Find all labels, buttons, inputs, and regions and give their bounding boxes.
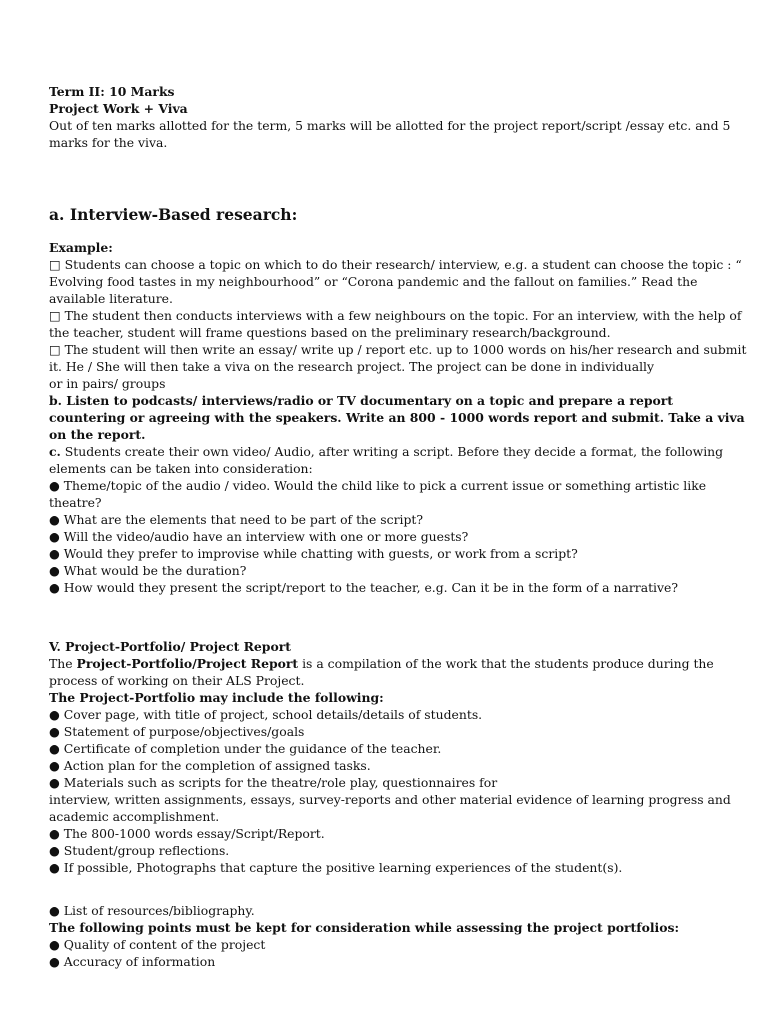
example-label: Example: — [49, 240, 113, 255]
section-v-intro: The Project-Portfolio/Project Report is a compilation of the work that the students produce during the process of working on their ALS Project. — [49, 656, 714, 688]
assessment-block — [49, 902, 749, 970]
portfolio-continuation: interview, written assignments, essays, survey-reports and other material evidence of learning progress and academic accomplishment. — [49, 792, 731, 824]
section-a-item: □ The student will then write an essay/ write up / report etc. up to 1000 words on his/her research and submit it. He / She will then take a viva on the research project. The project can be done in individually — [49, 341, 749, 375]
section-c-text: Students create their own video/ Audio, after writing a script. Before they decide a format, the following elements can be taken into consideration: — [49, 444, 724, 476]
assessment-point: ● Quality of content of the project — [49, 936, 749, 953]
portfolio-bullet: ● Statement of purpose/objectives/goals — [49, 723, 749, 740]
section-a-item: □ Students can choose a topic on which to do their research/ interview, e.g. a student can choose the topic : “ Evolving food tastes in my neighbourhood” or “Corona pandemic and the fallout on families.” Read the available literature. — [49, 256, 749, 307]
section-c-bullet: ● How would they present the script/report to the teacher, e.g. Can it be in the form of a narrative? — [49, 579, 749, 596]
portfolio-bullet: ● If possible, Photographs that capture the positive learning experiences of the student(s). — [49, 859, 749, 876]
section-c-bullet: ● What would be the duration? — [49, 562, 749, 579]
resources-bullet: ● List of resources/bibliography. — [49, 902, 749, 919]
section-c-bullet: ● What are the elements that need to be part of the script? — [49, 511, 749, 528]
section-c-bullet: ● Will the video/audio have an interview with one or more guests? — [49, 528, 749, 545]
portfolio-bullet: ● Cover page, with title of project, school details/details of students. — [49, 706, 749, 723]
section-b-text: b. Listen to podcasts/ interviews/radio or TV documentary on a topic and prepare a report countering or agreeing with the speakers. Write an 800 - 1000 words report and submit. Take a viva on the report. — [49, 393, 745, 442]
section-a-body — [49, 239, 749, 596]
section-c-intro — [49, 443, 749, 477]
assessment-point: ● Accuracy of information — [49, 953, 749, 970]
portfolio-bullet: ● Materials such as scripts for the theatre/role play, questionnaires for — [49, 774, 749, 791]
section-v-heading: V. Project-Portfolio/ Project Report — [49, 639, 291, 654]
portfolio-bullet: ● Certificate of completion under the guidance of the teacher. — [49, 740, 749, 757]
points-heading: The following points must be kept for consideration while assessing the project portfolios: — [49, 920, 680, 935]
pairs-line: or in pairs/ groups — [49, 376, 166, 391]
term-title: Term II: 10 Marks — [49, 84, 175, 99]
section-a-item: □ The student then conducts interviews with a few neighbours on the topic. For an interview, with the help of the teacher, student will frame questions based on the preliminary research/background. — [49, 307, 749, 341]
section-a-heading: a. Interview-Based research: — [49, 205, 298, 224]
include-heading: The Project-Portfolio may include the following: — [49, 690, 384, 705]
section-c-bullet: ● Would they prefer to improvise while chatting with guests, or work from a script? — [49, 545, 749, 562]
portfolio-bullet: ● The 800-1000 words essay/Script/Report. — [49, 825, 749, 842]
section-c-bullet: ● Theme/topic of the audio / video. Would the child like to pick a current issue or something artistic like theatre? — [49, 477, 749, 511]
portfolio-bullet: ● Student/group reflections. — [49, 842, 749, 859]
term-block — [49, 83, 749, 151]
section-c-label: c. — [49, 444, 61, 459]
term-description: Out of ten marks allotted for the term, 5 marks will be allotted for the project report/script /essay etc. and 5 marks for the viva. — [49, 118, 731, 150]
term-subtitle: Project Work + Viva — [49, 101, 188, 116]
section-v-body — [49, 638, 749, 876]
portfolio-bullet: ● Action plan for the completion of assigned tasks. — [49, 757, 749, 774]
